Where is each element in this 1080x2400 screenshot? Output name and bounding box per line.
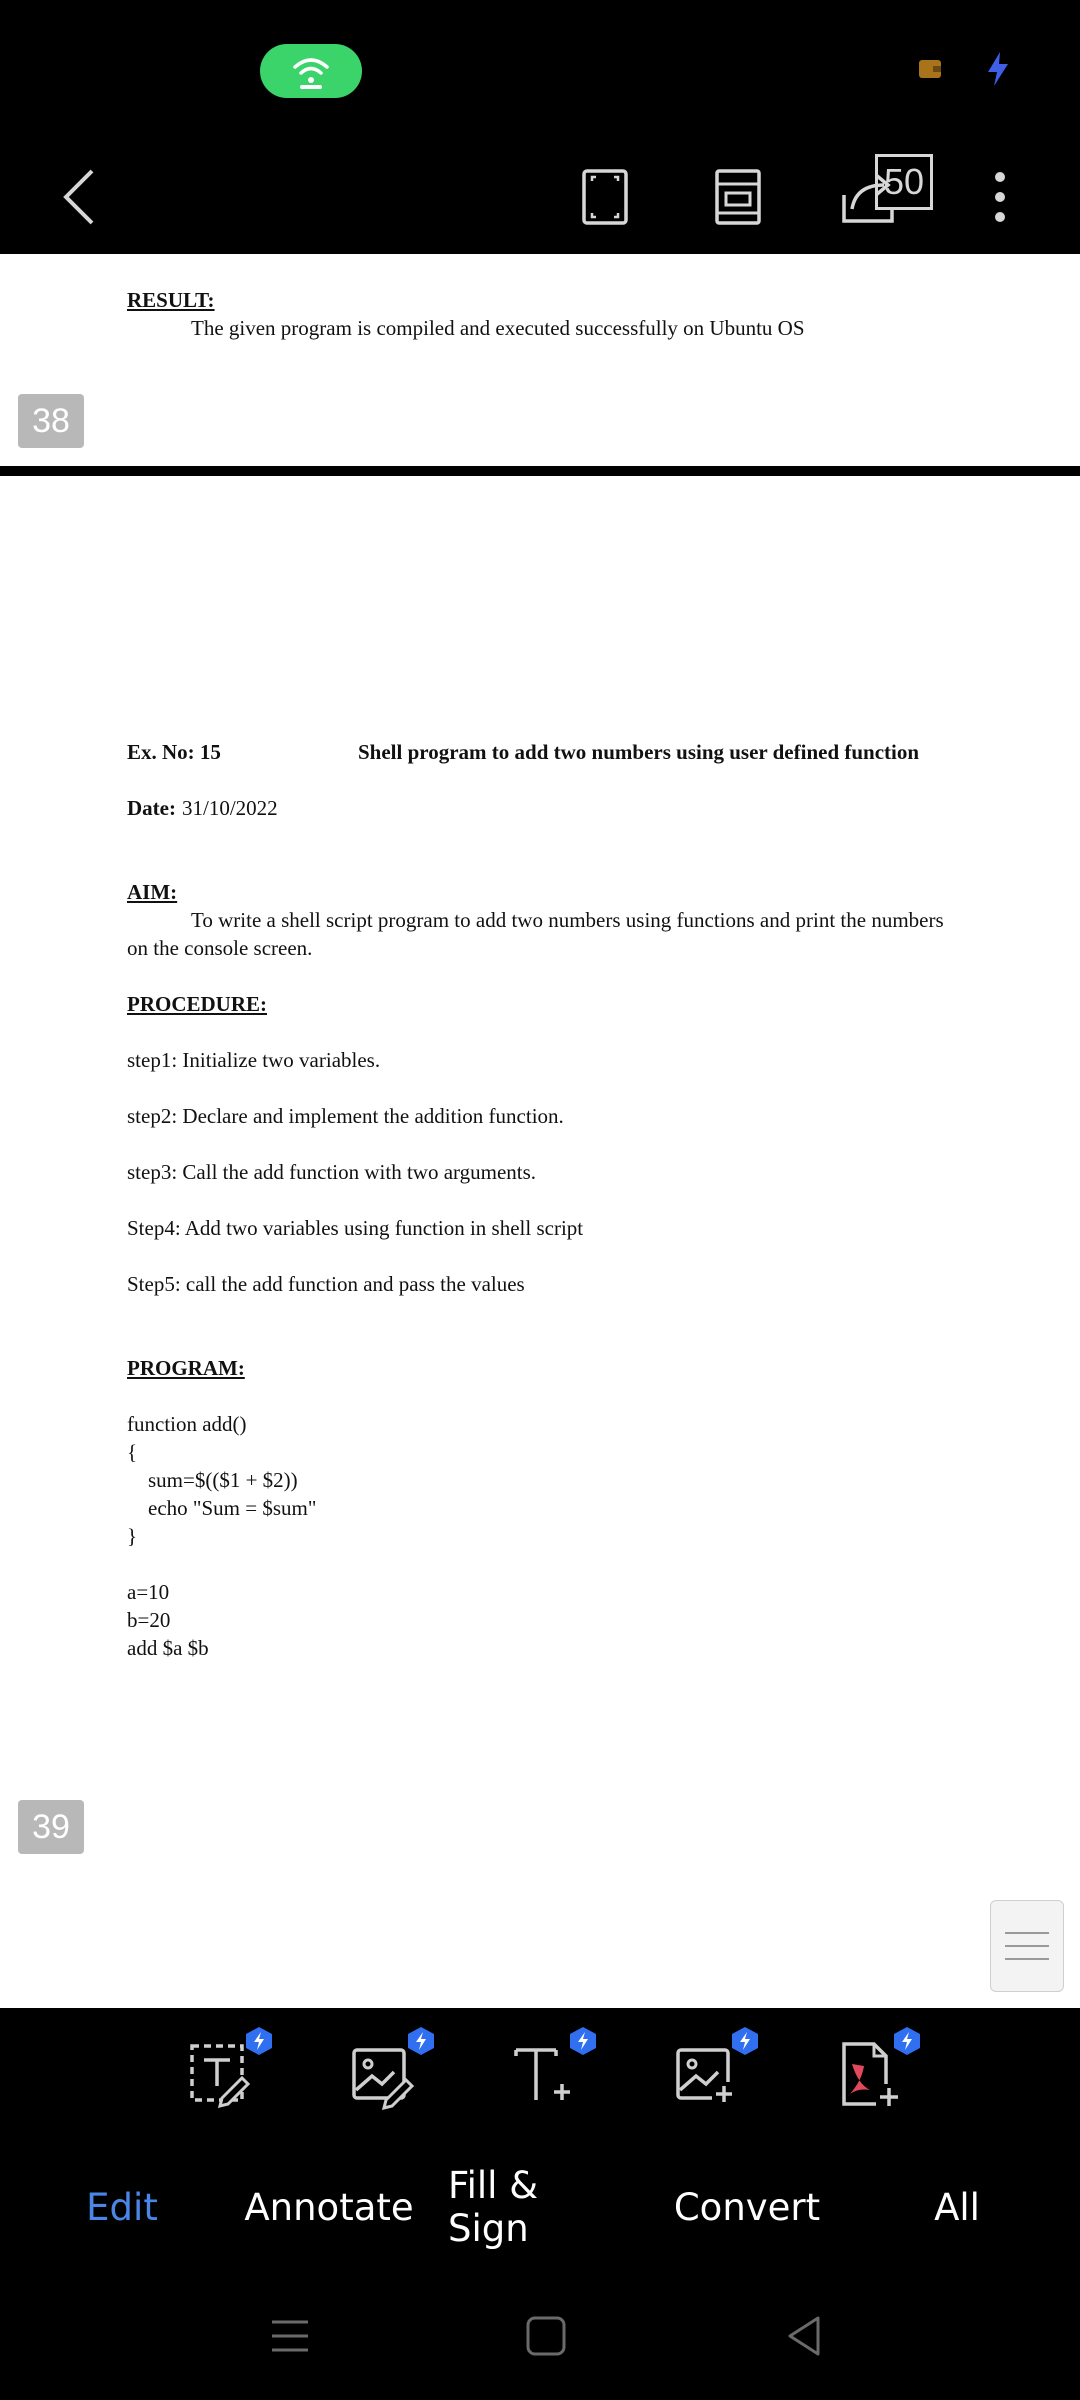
- more-vert-icon: [990, 167, 1010, 227]
- document-viewer[interactable]: [0, 254, 1080, 2008]
- fit-screen-icon: [580, 167, 630, 227]
- wallet-icon: [918, 57, 942, 81]
- lightning-badge-icon: [568, 2026, 598, 2056]
- home-icon[interactable]: [524, 2314, 568, 2358]
- result-text: The given program is compiled and executed successfully on Ubuntu OS: [191, 316, 805, 340]
- page-40: [0, 1882, 1080, 2008]
- tab-convert[interactable]: Convert: [673, 2185, 821, 2229]
- code-line: echo "Sum = $sum": [148, 1496, 317, 1520]
- lightning-badge-icon: [892, 2026, 922, 2056]
- exercise-title: Shell program to add two numbers using user defined function: [358, 740, 920, 764]
- hotspot-pill[interactable]: [260, 44, 362, 98]
- wifi-icon: [291, 51, 331, 91]
- lightning-badge-icon: [406, 2026, 436, 2056]
- view-mode-icon: [713, 167, 763, 227]
- page-count-button[interactable]: [430, 140, 925, 254]
- exercise-number: Ex. No: 15: [127, 740, 221, 764]
- recents-icon[interactable]: [268, 2316, 312, 2356]
- chevron-left-icon: [60, 167, 100, 227]
- more-options-button[interactable]: [960, 140, 1040, 254]
- tab-fill-sign[interactable]: Fill & Sign: [448, 2164, 539, 2250]
- edit-tools-bar: [0, 2008, 1080, 2143]
- lightning-badge-icon: [244, 2026, 274, 2056]
- code-line: }: [127, 1524, 138, 1548]
- charging-icon: [986, 52, 1010, 86]
- create-pdf-tool[interactable]: [828, 2034, 908, 2114]
- aim-heading: AIM:: [127, 880, 178, 904]
- procedure-step: step1: Initialize two variables.: [127, 1048, 381, 1072]
- page-count: 50: [875, 154, 933, 210]
- code-line: a=10: [127, 1580, 170, 1604]
- tab-annotate[interactable]: Annotate: [244, 2185, 414, 2229]
- aim-text-line2: on the console screen.: [127, 936, 313, 960]
- program-heading: PROGRAM:: [127, 1356, 245, 1380]
- aim-text-line1: To write a shell script program to add two numbers using functions and print the numbers: [191, 908, 944, 932]
- edit-image-tool[interactable]: [342, 2034, 422, 2114]
- page-number-badge: 39: [18, 1800, 84, 1854]
- fit-screen-button[interactable]: [565, 140, 645, 254]
- edit-text-tool[interactable]: [180, 2034, 260, 2114]
- back-nav-icon[interactable]: [784, 2314, 824, 2358]
- procedure-step: Step5: call the add function and pass the values: [127, 1272, 525, 1296]
- code-line: add $a $b: [127, 1636, 209, 1660]
- top-toolbar: [0, 140, 1080, 254]
- back-button[interactable]: [40, 140, 120, 254]
- system-nav-bar: [0, 2272, 1080, 2400]
- tab-edit[interactable]: Edit: [86, 2185, 158, 2229]
- share-icon: [840, 167, 900, 227]
- tab-all[interactable]: All: [934, 2185, 980, 2229]
- code-line: function add(): [127, 1412, 247, 1436]
- code-line: {: [127, 1440, 138, 1464]
- bottom-tab-bar: [0, 2142, 1080, 2272]
- date-value: 31/10/2022: [182, 796, 278, 820]
- procedure-heading: PROCEDURE:: [127, 992, 267, 1016]
- add-text-tool[interactable]: [504, 2034, 584, 2114]
- procedure-step: step2: Declare and implement the addition function.: [127, 1104, 564, 1128]
- status-bar: [0, 0, 1080, 140]
- procedure-step: Step4: Add two variables using function in shell script: [127, 1216, 584, 1240]
- date-label: Date:: [127, 796, 176, 820]
- drawer-menu-button[interactable]: [990, 1900, 1064, 1992]
- procedure-step: step3: Call the add function with two arguments.: [127, 1160, 537, 1184]
- lightning-badge-icon: [730, 2026, 760, 2056]
- page-38: [0, 254, 1080, 466]
- add-image-tool[interactable]: [666, 2034, 746, 2114]
- code-line: sum=$(($1 + $2)): [148, 1468, 298, 1492]
- view-mode-button[interactable]: [698, 140, 778, 254]
- page-39: [0, 476, 1080, 2008]
- share-button[interactable]: [830, 140, 910, 254]
- page-number-badge: 38: [18, 394, 84, 448]
- code-line: b=20: [127, 1608, 171, 1632]
- result-heading: RESULT:: [127, 288, 215, 312]
